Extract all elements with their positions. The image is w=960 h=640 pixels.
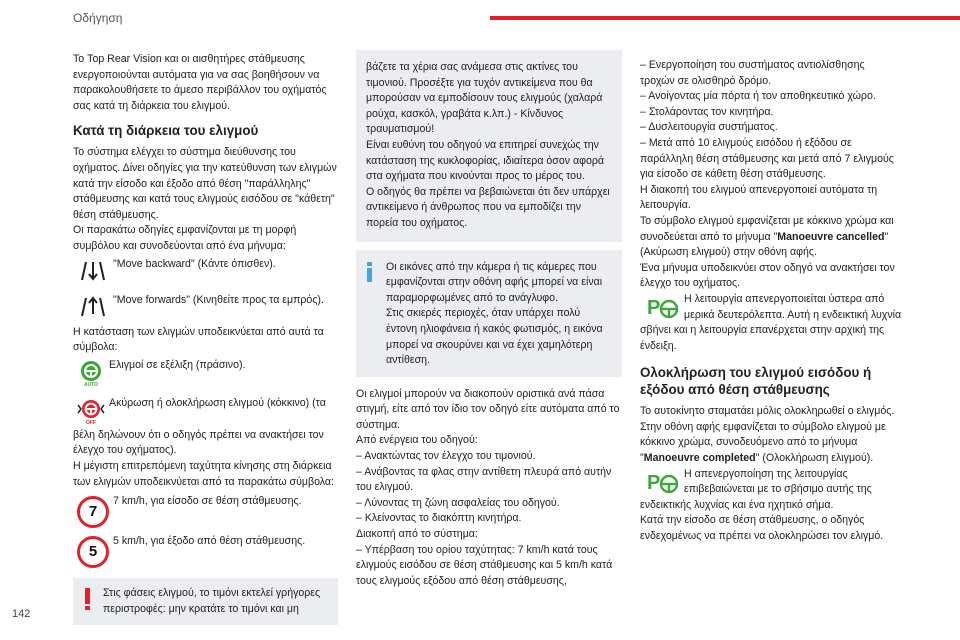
park-assist-indicator-icon <box>640 292 684 322</box>
move-forwards-text: "Move forwards" (Κινηθείτε προς τα εμπρός). <box>113 293 324 306</box>
manoeuvre-cancelled-label: Manoeuvre cancelled <box>777 230 885 243</box>
list-item: – Κλείνοντας το διακόπτη κινητήρα. <box>356 512 522 525</box>
status-green-row <box>73 358 338 390</box>
speed-5-row <box>73 534 338 570</box>
list-item: – Ανάβοντας τα φλας στην αντίθετη πλευρά από αυτήν του ελιγμού. <box>356 465 612 494</box>
warning-box <box>73 578 338 625</box>
warning-traffic-text: Είναι ευθύνη του οδηγού να επιτηρεί συνεχώς την κατάσταση της κυκλοφορίας, ιδιαίτερα όσον αφορά στα οχήματα που κινούνται προς το μέρος του. <box>366 138 605 183</box>
list-item: – Ανοίγοντας μία πόρτα ή τον αποθηκευτικό χώρο. <box>640 90 876 103</box>
park-assist-indicator-icon <box>640 467 684 497</box>
speed-7-row <box>73 494 338 530</box>
list-item: – Δυσλειτουργία συστήματος. <box>640 121 778 134</box>
regain-control-paragraph: Ένα μήνυμα υποδεικνύει στον οδηγό να ανακτήσει τον έλεγχο του οχήματος. <box>640 261 895 290</box>
info-icon <box>366 262 374 282</box>
status-green-text: Ελιγμοί σε εξέλιξη (πράσινο). <box>109 358 246 371</box>
section-header: Οδήγηση <box>73 11 123 25</box>
interrupt-paragraph: Οι ελιγμοί μπορούν να διακοπούν οριστικά ανά πάσα στιγμή, είτε από τον ίδιο τον οδηγό είτε αυτόματα από το σύστημα. <box>356 387 620 431</box>
speed-paragraph: Η μέγιστη επιτρεπόμενη ταχύτητα κίνησης στη διάρκεια των ελιγμών υποδεικνύεται από τα παρακάτω σύμβολα: <box>73 459 334 488</box>
move-backward-icon <box>73 257 113 283</box>
warning-cont-text: βάζετε τα χέρια σας ανάμεσα στις ακτίνες του τιμονιού. Προσέξτε για τυχόν αντικείμενα που θα μπορούσαν να εμποδίσουν τους ελιγμούς (χαλαρά ρούχα, κασκόλ, γραβάτα κ.λπ.) - Κίνδυνος τραυματισμού! <box>366 61 603 136</box>
indicator-text-1b: σβήνει και η λειτουργία επανέρχεται στην αρχική της ένδειξη. <box>640 324 885 352</box>
intro-paragraph: Το Top Rear Vision και οι αισθητήρες στάθμευσης ενεργοποιούνται αυτόματα για να σας βοηθήσουν να παρακολουθήσετε το άμεσο περιβάλλον του οχήματός σας κατά τη διάρκεια του ελιγμού. <box>73 53 327 112</box>
list-item: – Ενεργοποίηση του συστήματος αντιολίσθησης τροχών σε ολισθηρό δρόμο. <box>640 59 865 87</box>
heading-during-manoeuvre: Κατά τη διάρκεια του ελιγμού <box>73 123 259 139</box>
warning-box-continued <box>356 50 622 242</box>
speed-limit-5-icon <box>73 534 113 570</box>
move-forwards-row <box>73 293 338 319</box>
steering-wheel-red-icon <box>73 396 109 428</box>
indicator-row-2 <box>640 467 902 498</box>
warning-exclamation-icon <box>85 588 90 610</box>
status-paragraph: Η κατάσταση των ελιγμών υποδεικνύεται από αυτά τα σύμβολα: <box>73 325 324 354</box>
steering-wheel-green-icon <box>73 358 109 390</box>
completed-paragraph: Το αυτοκίνητο σταματάει μόλις ολοκληρωθεί ο ελιγμός. Στην οθόνη αφής εμφανίζεται το σύμβολο ελιγμού με κόκκινο χρώμα, συνοδευόμενο από το μήνυμα "Manoeuvre completed" (Ολοκλήρωση ελιγμού). <box>640 405 895 465</box>
instructions-paragraph: Οι παρακάτω οδηγίες εμφανίζονται με τη μορφή συμβόλου και συνοδεύονται από ένα μήνυμα: <box>73 224 297 252</box>
warning-obstacle-text: Ο οδηγός θα πρέπει να βεβαιώνεται ότι δεν υπάρχει αντικείμενο ή άνθρωπος που να εμποδίζει την πορεία του οχήματος. <box>366 185 610 229</box>
status-red-text-rest: βέλη δηλώνουν ότι ο οδηγός πρέπει να ανακτήσει τον έλεγχο του οχήματος). <box>73 428 324 457</box>
column-3 <box>640 58 902 545</box>
header-accent-bar <box>490 16 960 20</box>
speed-7-text: 7 km/h, για είσοδο σε θέση στάθμευσης. <box>113 495 302 508</box>
system-interrupt-label: Διακοπή από το σύστημα: <box>356 528 478 541</box>
move-backward-text: "Move backward" (Κάντε όπισθεν). <box>113 257 276 270</box>
final-paragraph: Κατά την είσοδο σε θέση στάθμευσης, ο οδηγός ενδεχομένως να πρέπει να ολοκληρώσει τον ελιγμό. <box>640 514 884 543</box>
status-red-block <box>73 396 338 459</box>
indicator-text-2a: Η απενεργοποίηση της λειτουργίας επιβεβαιώνεται με το σβήσιμο αυτής της <box>684 467 872 496</box>
note-distortion-text: Οι εικόνες από την κάμερα ή τις κάμερες που εμφανίζονται στην οθόνη αφής μπορεί να είναι παραμορφωμένες από το ανάγλυφο. <box>386 260 603 304</box>
column-1 <box>73 52 338 625</box>
note-shade-text: Στις σκιερές περιοχές, όταν υπάρχει πολύ έντονη ηλιοφάνεια ή κακός φωτισμός, η εικόνα μπορεί να σκουρύνει και να έχει χαμηλότερη αντίθεση. <box>386 307 603 367</box>
list-item: – Ανακτώντας τον έλεγχο του τιμονιού. <box>356 450 536 463</box>
list-item: – Υπέρβαση του ορίου ταχύτητας: 7 km/h κατά τους ελιγμούς εισόδου σε θέση στάθμευσης και 5 km/h κατά τους ελιγμούς εξόδου από θέση στάθμευσης, <box>356 543 613 587</box>
page-number: 142 <box>12 608 31 620</box>
status-red-text-first: Ακύρωση ή ολοκλήρωση ελιγμού (κόκκινο) (τα <box>109 396 326 409</box>
move-forwards-icon <box>73 293 113 319</box>
indicator-block-1 <box>640 292 902 354</box>
info-note-box <box>356 250 622 377</box>
warning-text: Στις φάσεις ελιγμού, το τιμόνι εκτελεί γρήγορες περιστροφές: μην κρατάτε το τιμόνι και μη <box>103 587 321 615</box>
list-item: – Μετά από 10 ελιγμούς εισόδου ή εξόδου σε παράλληλη θέση στάθμευσης και μετά από 7 ελιγμούς για είσοδο σε κάθετη θέση στάθμευσης. <box>640 136 894 181</box>
indicator-block-2 <box>640 467 902 514</box>
system-paragraph: Το σύστημα ελέγχει το σύστημα διεύθυνσης του οχήματος. Δίνει οδηγίες για την κατεύθυνση των ελιγμών κατά την είσοδο και έξοδο από θέση "παράλληλης" στάθμευσης και κατά τους ελιγμούς εισόδου σε "κάθετη" θέση στάθμευσης. <box>73 146 337 221</box>
svg-text:P: P <box>647 471 661 494</box>
speed-limit-5-value: 5 <box>77 536 109 568</box>
deactivation-paragraph: Η διακοπή του ελιγμού απενεργοποιεί αυτόματα τη λειτουργία. <box>640 183 878 212</box>
svg-text:P: P <box>647 296 661 319</box>
cancelled-paragraph: Το σύμβολο ελιγμού εμφανίζεται με κόκκινο χρώμα και συνοδεύεται από το μήνυμα "Manoeuvre cancelled" (Ακύρωση ελιγμού) στην οθόνη αφής. <box>640 214 894 259</box>
indicator-row-1 <box>640 292 902 323</box>
move-backward-row <box>73 257 338 283</box>
indicator-text-1a: Η λειτουργία απενεργοποιείται ύστερα από μερικά δευτερόλεπτα. Αυτή η ενδεικτική λυχνία <box>684 292 902 321</box>
heading-manoeuvre-completion: Ολοκλήρωση του ελιγμού εισόδου ή εξόδου από θέση στάθμευσης <box>640 365 872 398</box>
list-item: – Στολάροντας τον κινητήρα. <box>640 105 774 118</box>
speed-limit-7-icon <box>73 494 113 530</box>
column-2 <box>356 60 622 589</box>
off-label: OFF <box>86 419 96 426</box>
list-item: – Λύνοντας τη ζώνη ασφαλείας του οδηγού. <box>356 496 560 509</box>
indicator-text-2b: ενδεικτικής λυχνίας και ένα ηχητικό σήμα. <box>640 498 834 511</box>
auto-label: AUTO <box>83 381 99 388</box>
speed-5-text: 5 km/h, για έξοδο από θέση στάθμευσης. <box>113 535 306 548</box>
status-red-row <box>73 396 338 428</box>
speed-limit-7-value: 7 <box>77 496 109 528</box>
manoeuvre-completed-label: Manoeuvre completed <box>643 452 756 465</box>
driver-action-label: Από ενέργεια του οδηγού: <box>356 434 478 447</box>
